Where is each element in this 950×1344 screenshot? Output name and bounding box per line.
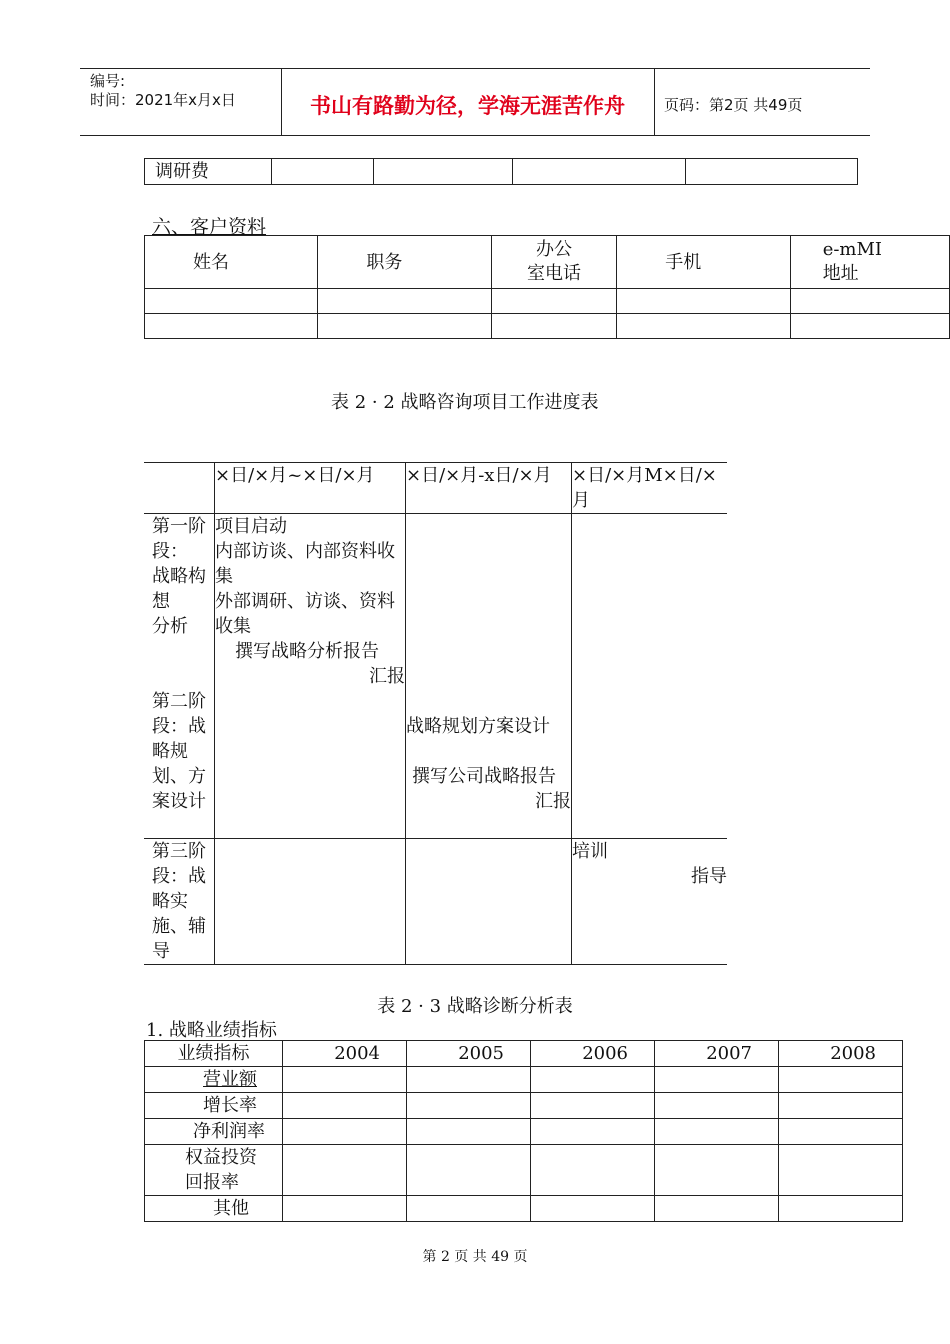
- metric-row-label: 增长率: [145, 1093, 283, 1119]
- metric-row-label: 净利润率: [145, 1119, 283, 1145]
- schedule-col-header: ×日/×月~×日/×月: [215, 463, 406, 514]
- col-email-address: e-mMI 地址: [790, 236, 949, 289]
- time-label: 时间：2021年x月x日: [90, 91, 236, 109]
- customer-section-title: 六、客户资料: [152, 216, 267, 238]
- task-item: 汇报: [369, 666, 405, 687]
- metric-row-label: 营业额: [145, 1067, 283, 1093]
- fee-label: 调研费: [145, 159, 272, 185]
- task-item: 培训: [572, 841, 608, 862]
- task-item: 内部访谈、内部资料收集: [215, 541, 395, 587]
- task-item: 外部调研、访谈、资料收集: [215, 591, 395, 637]
- schedule-col-header: ×日/×月-x日/×月: [406, 463, 572, 514]
- task-item: 指导: [691, 866, 727, 887]
- col-name: 姓名: [145, 236, 318, 289]
- header-page-label: 页码：第2页 共49页: [664, 96, 803, 114]
- task-item: 撰写公司战略报告: [412, 766, 556, 787]
- task-item: 项目启动: [215, 516, 287, 537]
- task-item: 战略规划方案设计: [406, 716, 550, 737]
- schedule-col-header: ×日/×月M×日/×月: [572, 463, 728, 514]
- phase-3-label: 第三阶段：战略实施、辅导: [152, 841, 206, 962]
- metric-row-label: 权益投资 回报率: [145, 1145, 283, 1196]
- perf-header-label: 业绩指标: [145, 1041, 283, 1067]
- fee-table: [144, 158, 858, 185]
- schedule-caption: 表 2 · 2 战略咨询项目工作进度表: [331, 392, 599, 413]
- year-header: 2005: [407, 1041, 531, 1067]
- col-office-phone: 办公 室电话: [491, 236, 616, 289]
- header-top-rule: [80, 68, 870, 69]
- year-header: 2008: [779, 1041, 903, 1067]
- phase-1-label: 第一阶段： 战略构想 分析: [152, 516, 206, 637]
- phase-2-tasks: [406, 514, 572, 839]
- header-meta: [90, 72, 236, 110]
- performance-table: [144, 1040, 903, 1222]
- number-label: 编号:: [90, 72, 126, 90]
- phase-2-label: 第二阶段：战略规划、方案设计: [152, 691, 206, 812]
- header-bottom-rule: [80, 135, 870, 136]
- year-header: 2004: [283, 1041, 407, 1067]
- col-position: 职务: [318, 236, 491, 289]
- schedule-table: [144, 462, 727, 965]
- year-header: 2007: [655, 1041, 779, 1067]
- header-motto: 书山有路勤为径，学海无涯苦作舟: [310, 94, 625, 118]
- header-divider: [654, 68, 655, 135]
- metric-row-label: 其他: [145, 1196, 283, 1222]
- performance-section-title: 1. 战略业绩指标: [146, 1020, 277, 1041]
- page-footer: 第 2 页 共 49 页: [422, 1249, 528, 1265]
- year-header: 2006: [531, 1041, 655, 1067]
- phase-1-tasks: [215, 514, 406, 839]
- task-item: 汇报: [535, 791, 571, 812]
- phase-3-cell: [144, 839, 215, 965]
- phase-1-2-cell: [144, 514, 215, 839]
- phase-3-tasks: [572, 839, 728, 965]
- col-mobile: 手机: [617, 236, 790, 289]
- task-item: 撰写战略分析报告: [235, 641, 379, 662]
- customer-table: [144, 235, 950, 339]
- diagnosis-caption: 表 2 · 3 战略诊断分析表: [377, 996, 573, 1017]
